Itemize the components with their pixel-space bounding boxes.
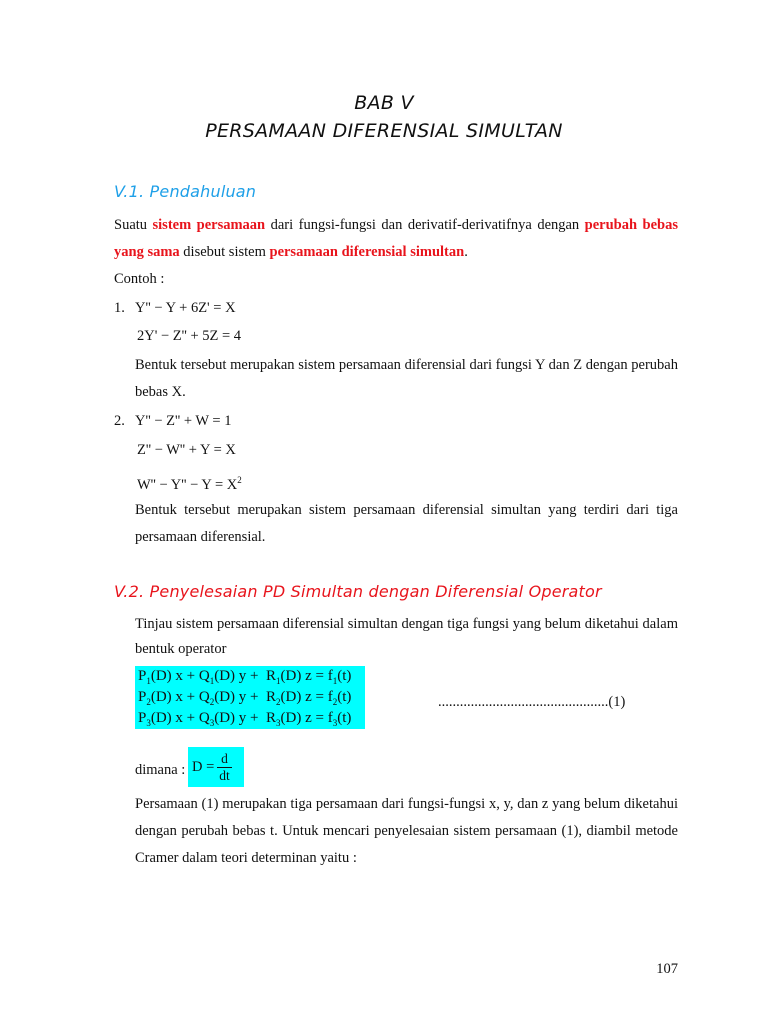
term-sistem-persamaan: sistem persamaan [152, 217, 266, 233]
intro-text-3: disebut sistem [179, 244, 270, 260]
equation-number-1: ...............................................(1) [438, 694, 626, 710]
derivative-fraction [217, 751, 232, 784]
chapter-title: PERSAMAAN DIFERENSIAL SIMULTAN [205, 120, 563, 142]
example-2-description: Bentuk tersebut merupakan sistem persamaan diferensial simultan yang terdiri dari tiga persamaan diferensial. [135, 502, 678, 545]
example-1-description: Bentuk tersebut merupakan sistem persamaan diferensial dari fungsi Y dan Z dengan perubah bebas X. [135, 357, 678, 400]
intro-paragraph [114, 212, 678, 266]
fraction-numerator: d [217, 751, 232, 768]
operator-equation-2: $P_2(D) x + Q_2(D) y + R_2(D) z = f_2(t)$ [138, 689, 352, 707]
section-2-heading: V.2. Penyelesaian PD Simultan dengan Diferensial Operator [114, 582, 602, 601]
operator-system [135, 666, 365, 729]
example-2-equation-3 [137, 469, 242, 496]
example-1-equation-2: 2Y' − Z'' + 5Z = 4 [137, 328, 242, 344]
operator-equation-1: $P_1(D) x + Q_1(D) y + R_1(D) z = f_1(t)$ [138, 668, 352, 686]
fraction-denominator: dt [219, 767, 230, 783]
example-2-equation-3-main: W'' − Y'' − Y = X [137, 477, 238, 493]
example-1-number: 1. [114, 300, 125, 316]
section-1-heading: V.1. Pendahuluan [114, 182, 257, 201]
dimana-label: dimana : [135, 762, 186, 778]
closing-paragraph: Persamaan (1) merupakan tiga persamaan dari fungsi-fungsi x, y, dan z yang belum diketahui dengan perubah bebas t. Untuk mencari penyelesaian sistem persamaan (1), diambil metode Cramer dalam teori determinan yaitu : [135, 796, 678, 866]
example-2-number: 2. [114, 413, 125, 429]
page-number: 107 [656, 961, 678, 977]
operator-d-lhs: D = [192, 758, 215, 775]
contoh-label: Contoh : [114, 271, 165, 287]
example-2-equation-1: Y'' − Z'' + W = 1 [135, 413, 232, 429]
term-pd-simultan: persamaan diferensial simultan [269, 244, 465, 260]
exponent-2: 2 [237, 475, 242, 485]
operator-equation-3: $P_3(D) x + Q_3(D) y + R_3(D) z = f_3(t)$ [138, 710, 352, 728]
intro-text-1: Suatu [114, 217, 153, 233]
term-perubah-bebas: perubah bebas yang sama [114, 217, 678, 260]
chapter-label: BAB V [354, 92, 414, 114]
intro-text-2: dari fungsi-fungsi dan derivatif-derivatifnya dengan [265, 217, 585, 233]
operator-definition [188, 747, 244, 787]
section-2-intro: Tinjau sistem persamaan diferensial simultan dengan tiga fungsi yang belum diketahui dalam bentuk operator [135, 616, 678, 657]
example-2-equation-2: Z'' − W'' + Y = X [137, 442, 236, 458]
example-1-equation-1: Y'' − Y + 6Z' = X [135, 300, 236, 316]
intro-text-4: . [464, 244, 468, 260]
